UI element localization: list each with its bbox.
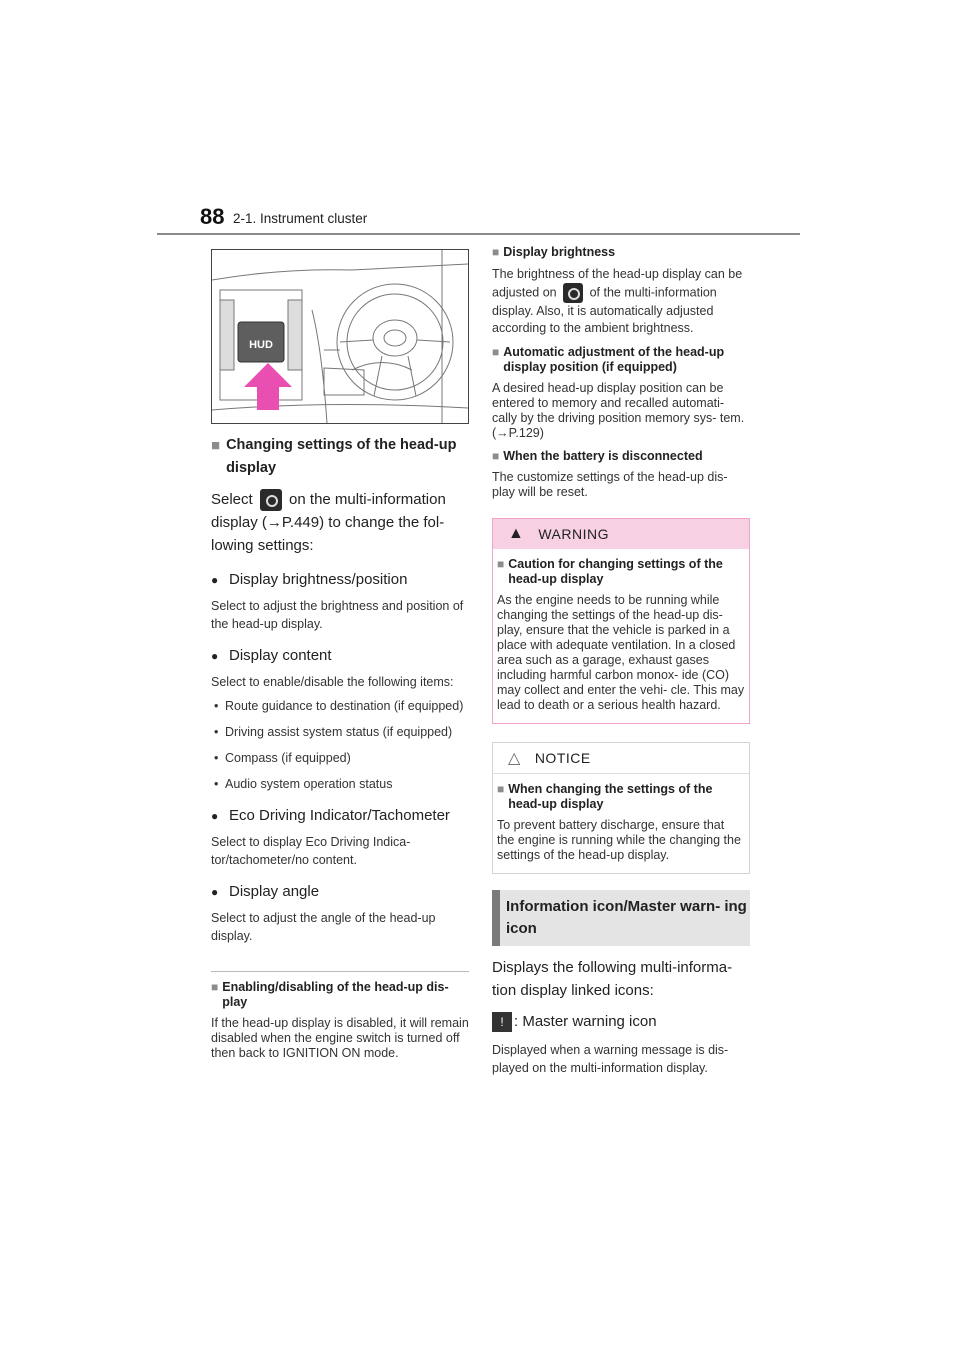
note-title-enabling: ■ Enabling/disabling of the head-up dis- play [211,980,449,1010]
square-bullet-icon: ■ [492,245,500,259]
section-banner-information-icon: Information icon/Master warn- ing icon [492,890,750,946]
item-display-brightness-position: ● Display brightness/position [211,569,469,591]
dashboard-drawing [212,250,468,423]
warning-box [492,518,750,724]
square-bullet-icon: ■ [211,980,219,995]
master-warning-icon: ! [492,1012,512,1032]
list-item: • Route guidance to destination (if equipped) [211,697,469,715]
warning-triangle-icon: ▲ [508,525,525,542]
bullet-icon: ● [211,573,219,588]
square-bullet-icon: ■ [497,782,505,796]
warning-body: As the engine needs to be running while changing the settings of the head-up dis- play, ensure that the vehicle is parked in a place with adequate ventilation. In a closed area such as a garage, exhaust gases including harmful carbon monox- ide (CO) may collect and enter the vehi- cle. This may lead to death or a serious health hazard. [497,593,745,712]
settings-intro: Select on the multi-information display (→P.449) to change the fol- lowing settings: [211,491,446,555]
note-title-auto-adjust: ■ Automatic adjustment of the head-up display position (if equipped) [492,345,725,374]
square-bullet-icon: ■ [211,437,221,454]
note-body-auto-adjust: A desired head-up display position can be entered to memory and recalled automati- cally by the driving position memory sys- tem. (→P.129) [492,381,745,440]
arrow-up-icon [244,363,292,410]
display-content-list [211,697,469,793]
item-desc: Select to display Eco Driving Indica- tor/tachometer/no content. [211,835,411,868]
right-column [492,245,750,1083]
master-warning-desc: Displayed when a warning message is dis- played on the multi-information display. [492,1043,729,1075]
note-body-brightness: The brightness of the head-up display can be adjusted on of the multi-information display. Also, it is automatically adjusted according to the ambient brightness. [492,267,743,335]
item-desc: Select to adjust the angle of the head-up display. [211,911,436,944]
header-rule [157,233,800,235]
hud-switch-illustration [211,249,469,424]
section-title-changing-settings: ■ Changing settings of the head-up display [211,434,469,480]
notice-box [492,742,750,874]
item-display-content: ● Display content [211,645,469,667]
list-item: • Audio system operation status [211,775,469,793]
list-item: • Compass (if equipped) [211,749,469,767]
notice-triangle-icon: △ [508,750,521,767]
note-title-brightness: ■ Display brightness [492,245,616,259]
section-intro: Displays the following multi-informa- tion display linked icons: [492,959,733,999]
left-column [211,249,469,1069]
warning-title: ■ Caution for changing settings of the head-up display [497,557,723,586]
bullet-icon: ● [211,885,219,900]
notice-header: △ NOTICE [493,743,749,774]
square-bullet-icon: ■ [497,557,505,571]
master-warning-line: ! : Master warning icon [492,1010,750,1033]
notice-title: ■ When changing the settings of the head-up display [497,782,713,811]
chapter-title: 2-1. Instrument cluster [233,211,368,226]
hud-button-label: HUD [249,339,273,351]
item-desc: Select to adjust the brightness and position of the head-up display. [211,599,464,632]
list-item: • Driving assist system status (if equipped) [211,723,469,741]
note-body-enabling: If the head-up display is disabled, it will remain disabled when the engine switch is turned off then back to IGNITION ON mode. [211,1016,469,1061]
note-body-battery: The customize settings of the head-up dis- play will be reset. [492,470,728,499]
notice-body: To prevent battery discharge, ensure that the engine is running while the changing the settings of the head-up display. [497,818,741,862]
page-number: 88 [200,204,225,229]
bullet-icon: ● [211,649,219,664]
gear-settings-icon [563,283,583,303]
item-desc: Select to enable/disable the following items: [211,675,454,690]
divider [211,971,469,972]
square-bullet-icon: ■ [492,345,500,359]
item-display-angle: ● Display angle [211,881,469,903]
square-bullet-icon: ■ [492,449,500,463]
gear-settings-icon [260,489,282,511]
bullet-icon: ● [211,809,219,824]
item-eco-driving: ● Eco Driving Indicator/Tachometer [211,805,469,827]
note-title-battery: ■ When the battery is disconnected [492,449,703,463]
warning-header: ▲ WARNING [493,519,749,549]
